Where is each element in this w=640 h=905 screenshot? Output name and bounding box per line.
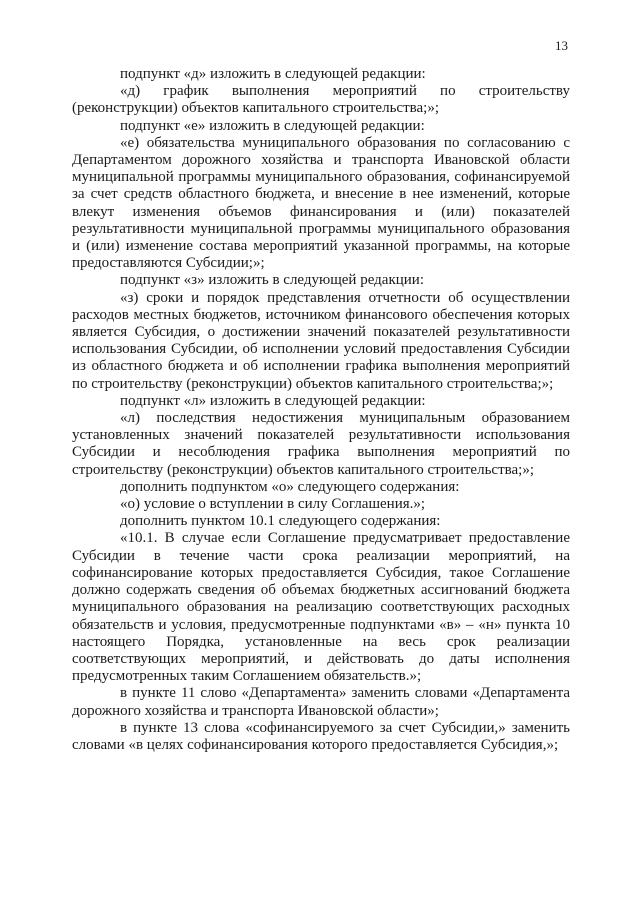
paragraph: дополнить пунктом 10.1 следующего содержания: [120, 513, 441, 530]
document-body [72, 66, 570, 754]
paragraph: «10.1. В случае если Соглашение предусматривает предоставление Субсидии в течение части срока реализации мероприятий, на софинансирование которых предоставляется Субсидия, такое Соглашение должно содержать сведения об объемах бюджетных ассигнований бюджета муниципального образования на реализацию соответствующих расходных обязательств и условия, предусмотренные подпунктами «в» – «н» пункта 10 настоящего Порядка, установленные на весь срок реализации соответствующих мероприятий, и действовать до даты исполнения предусмотренных таким Соглашением обязательств.»; [72, 530, 570, 685]
paragraph: подпункт «з» изложить в следующей редакции: [120, 272, 424, 289]
page-number: 13 [555, 38, 568, 53]
paragraph: «д) график выполнения мероприятий по строительству (реконструкции) объектов капитального строительства;»; [72, 83, 570, 117]
paragraph: подпункт «д» изложить в следующей редакции: [120, 66, 426, 82]
paragraph: «л) последствия недостижения муниципальным образованием установленных значений показателей результативности использования Субсидии и несоблюдения графика выполнения мероприятий по строительству (реконструкции) объектов капитального строительства;»; [72, 410, 570, 478]
paragraph: «о) условие о вступлении в силу Соглашения.»; [120, 496, 426, 513]
paragraph: в пункте 11 слово «Департамента» заменить словами «Департамента дорожного хозяйства и транспорта Ивановской области»; [72, 685, 570, 719]
paragraph: в пункте 13 слова «софинансируемого за счет Субсидии,» заменить словами «в целях софинансирования которого предоставляется Субсидия,»; [72, 719, 570, 753]
paragraph: подпункт «л» изложить в следующей редакции: [120, 392, 426, 409]
paragraph: «з) сроки и порядок представления отчетности об осуществлении расходов местных бюджетов, источником финансового обеспечения которых является Субсидия, о достижении значений показателей результативности использования Субсидии, об исполнении условий предоставления Субсидии из областного бюджета и об исполнении графика выполнения мероприятий по строительству (реконструкции) объектов капитального строительства;»; [72, 289, 570, 392]
paragraph: дополнить подпунктом «о» следующего содержания: [120, 478, 460, 495]
paragraph: «е) обязательства муниципального образования по согласованию с Департаментом дорожного хозяйства и транспорта Ивановской области муниципальной программы муниципального образования, софинансируемой за счет средств областного бюджета, и внесение в нее изменений, которые влекут изменения объемов финансирования и (или) показателей результативности муниципальной программы муниципального образования и (или) изменение состава мероприятий указанной программы, на которые предоставляются Субсидии;»; [72, 134, 570, 272]
paragraph: подпункт «е» изложить в следующей редакции: [120, 117, 425, 134]
